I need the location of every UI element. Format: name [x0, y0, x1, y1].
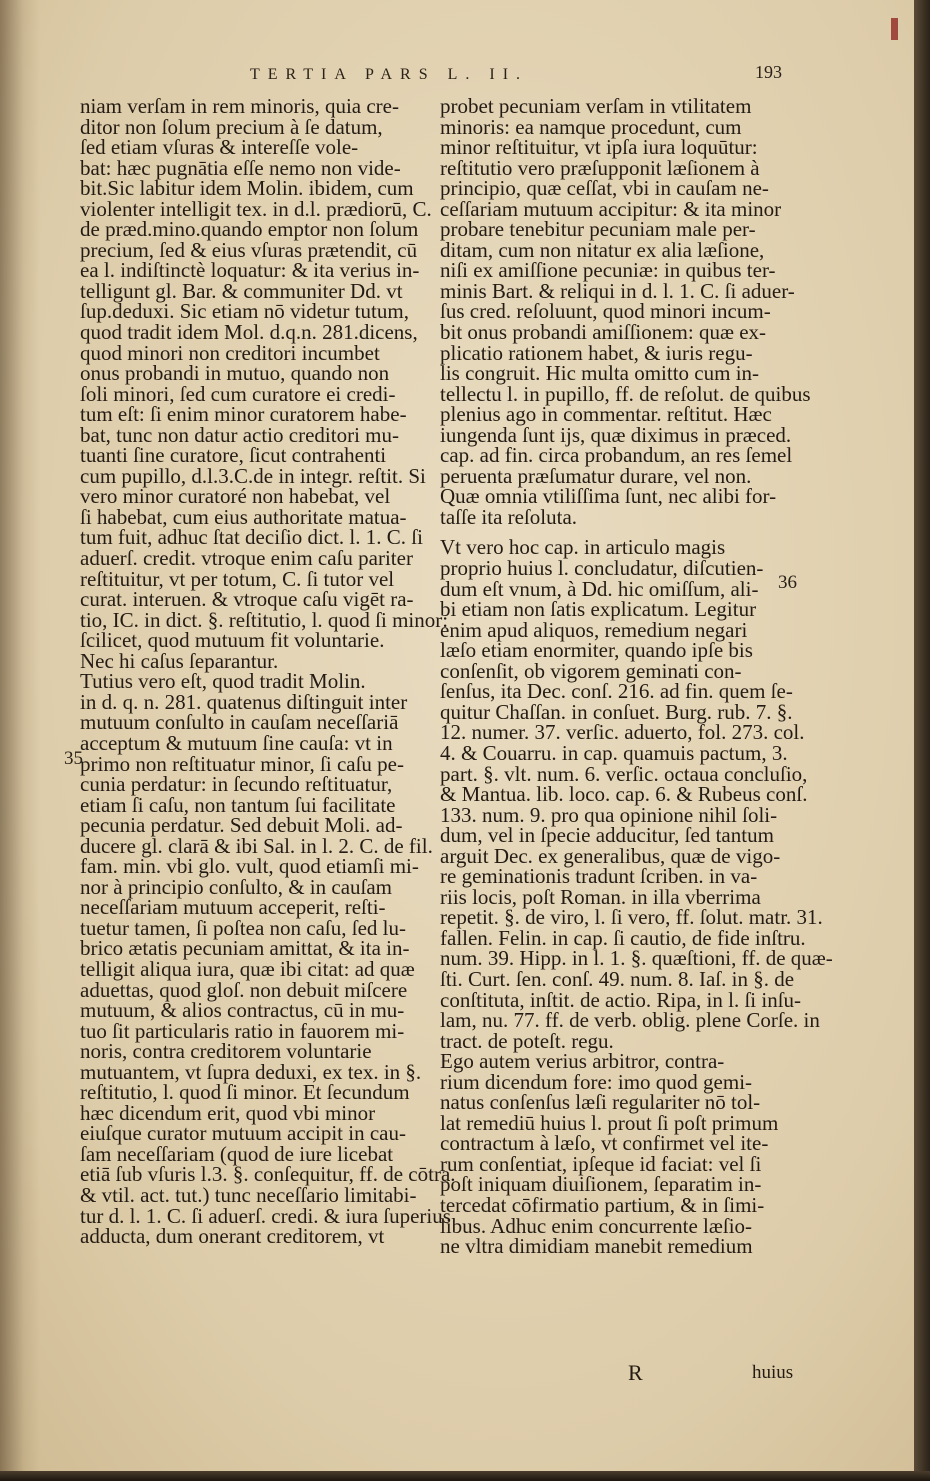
- text-line: tract. de poteſt. regu.: [440, 1028, 614, 1053]
- text-line: tercedat cōfirmatio partium, & in ſimi-: [440, 1192, 765, 1217]
- text-line: peruenta præſumatur durare, vel non.: [440, 463, 752, 488]
- text-line: nor à principio conſulto, & in cauſam: [80, 874, 393, 899]
- margin-note-36: 36: [778, 572, 797, 593]
- text-line: part. §. vlt. num. 6. verſic. octaua concluſio,: [440, 761, 808, 786]
- text-line: ducere gl. clarā & ibi Sal. in l. 2. C. de fil.: [80, 833, 433, 858]
- text-line: natus conſenſus læſi regulariter nō tol-: [440, 1090, 761, 1115]
- text-line: & vtil. act. tut.) tunc neceſſario limitabi-: [80, 1182, 417, 1207]
- text-line: in d. q. n. 281. quatenus diſtinguit inter: [80, 689, 408, 714]
- text-line: lis congruit. Hic multa omitto cum in-: [440, 361, 760, 386]
- text-line: iungenda ſunt ijs, quæ diximus in præced.: [440, 422, 792, 447]
- text-line: ſus cred. reſoluunt, quod minori incum-: [440, 299, 771, 324]
- signature-mark: R: [628, 1360, 643, 1385]
- text-line: enim apud aliquos, remedium negari: [440, 617, 748, 642]
- text-line: Tutius vero eſt, quod tradit Molin.: [80, 669, 366, 694]
- text-line: mutuantem, vt ſupra deduxi, ex tex. in §.: [80, 1059, 422, 1084]
- text-line: quod minori non creditori incumbet: [80, 340, 380, 365]
- text-line: dum, vel in ſpecie adducitur, ſed tantum: [440, 823, 774, 848]
- page-edge-right: [914, 0, 930, 1481]
- text-line: tum eſt: ſi enim minor curatorem habe-: [80, 402, 407, 427]
- text-line: & Mantua. lib. loco. cap. 6. & Rubeus conſ.: [440, 782, 808, 807]
- text-line: ne vltra dimidiam manebit remedium: [440, 1234, 753, 1259]
- text-line: reſtitutio vero præſupponit læſionem à: [440, 155, 760, 180]
- text-line: eiuſque curator mutuum accipit in cau-: [80, 1121, 406, 1146]
- text-line: libus. Adhuc enim concurrente læſio-: [440, 1213, 753, 1238]
- text-line: brico ætatis pecuniam amittat, & ita in-: [80, 936, 410, 961]
- text-line: ceſſariam mutuum accipitur: & ita minor: [440, 196, 782, 221]
- text-line: curat. interuen. & vtroque caſu vigēt ra-: [80, 587, 414, 612]
- text-line: etiam ſi caſu, non tantum ſui facilitate: [80, 792, 396, 817]
- text-line: minis Bart. & reliqui in d. l. 1. C. ſi aduer-: [440, 278, 795, 303]
- text-line: num. 39. Hipp. in l. 1. §. quæſtioni, ff. de quæ-: [440, 946, 833, 971]
- text-line: tuetur tamen, ſi poſtea non caſu, ſed lu-: [80, 915, 406, 940]
- text-line: minor reſtituitur, vt ipſa iura loquūtur:: [440, 135, 758, 160]
- text-line: ſi habebat, cum eius authoritate matua-: [80, 504, 407, 529]
- page-tab-marker: [891, 18, 898, 40]
- text-line: telligunt gl. Bar. & communiter Dd. vt: [80, 278, 403, 303]
- text-line: ea l. indiſtinctè loquatur: & ita verius in-: [80, 258, 420, 283]
- text-line: plenius ago in commentar. reſtitut. Hæc: [440, 402, 772, 427]
- text-line: re geminationis tradunt ſcriben. in va-: [440, 864, 758, 889]
- text-line: reſtitutio, l. quod ſi minor. Et ſecundum: [80, 1080, 410, 1105]
- text-line: ſti. Curt. ſen. conſ. 49. num. 8. Iaſ. in §. de: [440, 966, 795, 991]
- text-line: conſtituta, inſtit. de actio. Ripa, in l. ſi inſu-: [440, 987, 802, 1012]
- text-line: Vt vero hoc cap. in articulo magis: [440, 535, 726, 560]
- text-line: proprio huius l. concludatur, diſcutien-: [440, 556, 764, 581]
- binding-gutter: [0, 0, 40, 1472]
- text-line: probet pecuniam verſam in vtilitatem: [440, 94, 752, 118]
- text-line: bit onus probandi amiſſionem: quæ ex-: [440, 320, 767, 345]
- text-line: læſo etiam enormiter, quando ipſe bis: [440, 638, 753, 663]
- text-line: lam, nu. 77. ff. de verb. oblig. plene Corſe. in: [440, 1008, 820, 1033]
- text-line: mutuum conſulto in cauſam neceſſariā: [80, 710, 399, 735]
- text-line: onus probandi in mutuo, quando non: [80, 361, 390, 386]
- text-line: principio, quæ ceſſat, vbi in cauſam ne-: [440, 176, 769, 201]
- text-line: niſi ex amiſſione pecuniæ: in quibus ter-: [440, 258, 776, 283]
- text-line: niam verſam in rem minoris, quia cre-: [80, 94, 399, 118]
- text-line: pecunia perdatur. Sed debuit Moli. ad-: [80, 813, 403, 838]
- text-line: bat: hæc pugnātia eſſe nemo non vide-: [80, 155, 401, 180]
- page-edge-bottom: [0, 1471, 930, 1481]
- running-header: TERTIA PARS L. II.: [250, 66, 529, 83]
- text-line: hæc dicendum erit, quod vbi minor: [80, 1100, 376, 1125]
- text-line: primo non reſtituatur minor, ſi caſu pe-: [80, 751, 404, 776]
- text-line: aduerſ. credit. vtroque enim caſu pariter: [80, 546, 413, 571]
- text-line: cum pupillo, d.l.3.C.de in integr. reſtit. Si: [80, 463, 426, 488]
- text-line: arguit Dec. ex generalibus, quæ de vigo-: [440, 843, 781, 868]
- text-line: riis locis, poſt Roman. in illa vberrima: [440, 884, 761, 909]
- text-line: probare tenebitur pecuniam male per-: [440, 217, 756, 242]
- text-line: conſenſit, ob vigorem geminati con-: [440, 658, 742, 683]
- text-line: bi etiam non ſatis explicatum. Legitur: [440, 597, 757, 622]
- text-line: taſſe ita reſoluta.: [440, 504, 578, 529]
- text-line: poſt iniquam diuiſionem, ſeparatim in-: [440, 1172, 762, 1197]
- text-line: minoris: ea namque procedunt, cum: [440, 114, 742, 139]
- text-line: ſup.deduxi. Sic etiam nō videtur tutum,: [80, 299, 409, 324]
- right-text-column: [440, 94, 833, 1259]
- text-line: fallen. Felin. in cap. ſi cautio, de fide inſtru.: [440, 925, 806, 950]
- text-line: neceſſariam mutuum acceperit, reſti-: [80, 895, 386, 920]
- text-line: ſenſus, ita Dec. conſ. 216. ad fin. quem ſe-: [440, 679, 793, 704]
- text-line: tuo ſit particularis ratio in fauorem mi-: [80, 1018, 405, 1043]
- text-line: noris, contra creditorem voluntarie: [80, 1039, 372, 1064]
- catchword: huius: [752, 1362, 794, 1383]
- text-line: ditam, cum non nitatur ex alia læſione,: [440, 237, 765, 262]
- text-line: Ego autem verius arbitror, contra-: [440, 1049, 725, 1074]
- margin-note-35: 35: [64, 748, 83, 769]
- page-number: 193: [755, 62, 782, 82]
- text-line: Nec hi caſus ſeparantur.: [80, 648, 279, 673]
- text-line: 4. & Couarru. in cap. quamuis pactum, 3.: [440, 740, 788, 765]
- text-line: rum conſentiat, ipſeque id faciat: vel ſi: [440, 1151, 762, 1176]
- text-line: cap. ad fin. circa probandum, an res ſemel: [440, 443, 793, 468]
- text-line: quitur Chaſſan. in conſuet. Burg. rub. 7. §.: [440, 699, 793, 724]
- text-line: violenter intelligit tex. in d.l. prædiorū, C.: [80, 196, 432, 221]
- text-line: contractum à læſo, vt confirmet vel ite-: [440, 1131, 769, 1156]
- text-line: plicatio rationem habet, & iuris regu-: [440, 340, 753, 365]
- text-line: tur d. l. 1. C. ſi aduerſ. credi. & iura ſuperius: [80, 1203, 451, 1228]
- text-line: ditor non ſolum precium à ſe datum,: [80, 114, 383, 139]
- text-line: aduettas, quod gloſ. non debuit miſcere: [80, 977, 408, 1002]
- text-line: 12. numer. 37. verſic. aduerto, fol. 273. col.: [440, 720, 805, 745]
- text-line: acceptum & mutuum ſine cauſa: vt in: [80, 730, 393, 755]
- text-line: tellectu l. in pupillo, ff. de reſolut. de quibus: [440, 381, 811, 406]
- text-line: ſcilicet, quod mutuum fit voluntarie.: [80, 628, 385, 653]
- text-line: ſam neceſſariam (quod de iure licebat: [80, 1141, 394, 1166]
- text-line: lat remediū huius l. prout ſi poſt primum: [440, 1110, 779, 1135]
- text-line: reſtituitur, vt per totum, C. ſi tutor vel: [80, 566, 395, 591]
- text-line: mutuum, & alios contractus, cū in mu-: [80, 998, 405, 1023]
- text-line: adducta, dum onerant creditorem, vt: [80, 1224, 385, 1249]
- text-line: 133. num. 9. pro qua opinione nihil ſoli-: [440, 802, 778, 827]
- text-line: dum eſt vnum, à Dd. hic omiſſum, ali-: [440, 576, 759, 601]
- text-line: tuanti ſine curatore, ſicut contrahenti: [80, 443, 387, 468]
- text-line: ſed etiam vſuras & intereſſe vole-: [80, 135, 359, 160]
- text-line: fam. min. vbi glo. vult, quod etiamſi mi-: [80, 854, 419, 879]
- text-line: de præd.mino.quando emptor non ſolum: [80, 217, 419, 242]
- text-line: tio, IC. in dict. §. reſtitutio, l. quod ſi minor:: [80, 607, 449, 632]
- text-line: bat, tunc non datur actio creditori mu-: [80, 422, 399, 447]
- text-line: etiā ſub vſuris l.3. §. conſequitur, ff. de cōtra.: [80, 1162, 456, 1187]
- text-line: bit.Sic labitur idem Molin. ibidem, cum: [80, 176, 414, 201]
- text-line: Quæ omnia vtiliſſima ſunt, nec alibi for-: [440, 484, 777, 509]
- text-line: ſoli minori, ſed cum curatore ei credi-: [80, 381, 396, 406]
- text-line: tum fuit, adhuc ſtat deciſio dict. l. 1. C. ſi: [80, 525, 423, 550]
- text-line: telligit aliqua iura, quæ ibi citat: ad quæ: [80, 956, 415, 981]
- text-line: precium, ſed & eius vſuras prætendit, cū: [80, 237, 418, 262]
- left-text-column: [80, 94, 456, 1249]
- text-line: quod tradit idem Mol. d.q.n. 281.dicens,: [80, 320, 418, 345]
- text-line: cunia perdatur: in ſecundo reſtituatur,: [80, 772, 393, 797]
- text-line: vero minor curatoré non habebat, vel: [80, 484, 391, 509]
- text-line: repetit. §. de viro, l. ſi vero, ff. ſolut. matr. 31.: [440, 905, 823, 930]
- text-line: rium dicendum fore: imo quod gemi-: [440, 1069, 753, 1094]
